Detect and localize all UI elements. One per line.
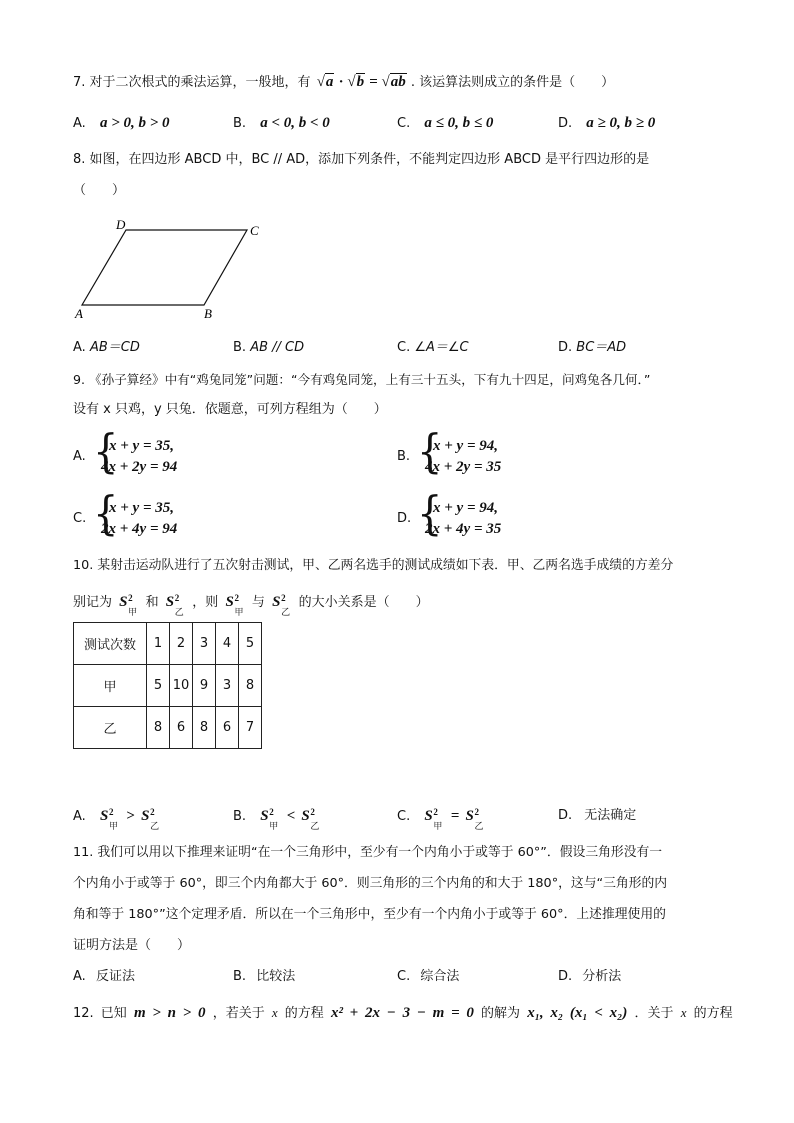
table-header-cell: 测试次数 [74, 623, 147, 665]
parallelogram-figure [70, 215, 280, 325]
table-cell: 8 [193, 707, 216, 749]
table-cell: 8 [239, 665, 262, 707]
table-cell: 6 [170, 707, 193, 749]
q7-option-c[interactable]: C. a ≤ 0, b ≤ 0 [397, 115, 494, 131]
variance-yi: S 2 乙 [165, 593, 184, 617]
table-header-row [74, 623, 262, 665]
variance-jia-2: S 2 甲 [225, 593, 244, 617]
q8-option-c[interactable]: C. ∠A＝∠C [397, 340, 469, 355]
q10-stem-line2: 别记为 S 2 甲 和 S 2 乙 ，则 S 2 甲 与 S 2 乙 的大小关系是（ ） [73, 593, 429, 617]
label-c: C [250, 223, 259, 238]
table-cell: 9 [193, 665, 216, 707]
table-cell: 3 [216, 665, 239, 707]
table-cell: 7 [239, 707, 262, 749]
table-header-cell: 1 [147, 623, 170, 665]
q10-option-a[interactable]: A. S 2 甲 > S 2 乙 [73, 807, 160, 831]
q8-stem: 8. 如图，在四边形 ABCD 中，BC // AD，添加下列条件，不能判定四边形 ABCD 是平行四边形的是 [73, 152, 650, 167]
q9-stem-line2: 设有 x 只鸡，y 只兔．依题意，可列方程组为（ ） [73, 402, 387, 417]
label-a: A [75, 306, 83, 321]
q7-option-a[interactable]: A. a > 0, b > 0 [73, 115, 170, 131]
table-cell: 10 [170, 665, 193, 707]
q11-stem-line3: 角和等于 180°”这个定理矛盾．所以在一个三角形中，至少有一个内角小于或等于 60°．上述推理使用的 [73, 907, 666, 922]
q10-option-d[interactable]: D. 无法确定 [558, 808, 637, 823]
label-d: D [116, 217, 126, 232]
q11-stem-line1: 11. 我们可以用以下推理来证明“在一个三角形中，至少有一个内角小于或等于 60°”．假设三角形没有一 [73, 845, 663, 860]
q8-option-a[interactable]: A. AB＝CD [73, 340, 140, 355]
exam-page: 7. 对于二次根式的乘法运算，一般地，有 √a · √b = √ab . 该运算法则成立的条件是（ ） A. a > 0, b > 0 B. a < 0, b < 0 C. a ≤ 0, b ≤ 0 D. a ≥ 0, b ≥ 0 8. 如图，在四边形 ABCD 中，BC // AD，添加下列条件，不能判定四边形 ABCD 是平行四边形的是 （ ） D C A B A. AB＝CD B. AB // CD C. ∠A＝∠C D. BC＝AD 9. 《孙子算经》中有“鸡兔同笼”问题：“今有鸡兔同笼，上有三十五头，下有九十四足，问鸡兔各几何．” 设有 x 只鸡，y 只兔．依题意，可列方程组为（ ） A. { x + y = 35, 4x + 2y = 94 B. { x + y = 94, 4x + 2y = 35 C. { x + y = 35, 2x + 4y = 94 D. { x + y = 94, 2x + 4y = 35 10. 某射击运动队进行了五次射击测试，甲、乙两名选手的测试成绩如下表．甲、乙两名选手成绩的方差分 别记为 S 2 甲 和 S 2 乙 ，则 S 2 甲 与 S 2 乙 的大小关系是（ ） 测试次数 1 2 3 4 5 甲 5 10 9 3 8 乙 8 6 8 6 7 A. S 2 甲 > S 2 乙 B. S 2 甲 < S 2 乙 C. S 2 甲 = S 2 乙 D. 无法确定 11. 我们可以用以下推理来证明“在一个三角形中，至少有一个内角小于或等于 60°”．假设三角形没有一 个内角小于或等于 60°，即三个内角都大于 60°．则三角形的三个内角的和大于 180°，这与“三角形的内 角和等于 180°”这个定理矛盾．所以在一个三角形中，至少有一个内角小于或等于 60°．上述推理使用的 证明方法是（ ） A. 反证法 B. 比较法 C. 综合法 D. 分析法 12. 已知 m > n > 0 ，若关于 x 的方程 x² + 2x − 3 − m = 0 的解为 x₁, x₂ (x₁ < x₂) ．关于 x 的方程 [0, 0, 794, 1123]
table-row-yi [74, 707, 262, 749]
q11-option-c[interactable]: C. 综合法 [397, 969, 460, 984]
variance-jia: S 2 甲 [119, 593, 138, 617]
q7-option-d[interactable]: D. a ≥ 0, b ≥ 0 [558, 115, 656, 131]
q7-stem [73, 72, 614, 93]
table-cell: 6 [216, 707, 239, 749]
q7-option-b[interactable]: B. a < 0, b < 0 [233, 115, 330, 131]
table-header-cell: 3 [193, 623, 216, 665]
table-header-cell: 5 [239, 623, 262, 665]
q12-stem: 12. 已知 m > n > 0 ，若关于 x 的方程 x² + 2x − 3 − m = 0 的解为 x₁, x₂ (x₁ < x₂) ．关于 x 的方程 [73, 1005, 733, 1021]
q11-option-a[interactable]: A. 反证法 [73, 969, 135, 984]
q9-stem-line1: 9. 《孙子算经》中有“鸡兔同笼”问题：“今有鸡兔同笼，上有三十五头，下有九十四足，问鸡兔各几何．” [73, 372, 651, 387]
q11-stem-line2: 个内角小于或等于 60°，即三个内角都大于 60°．则三角形的三个内角的和大于 180°，这与“三角形的内 [73, 876, 668, 891]
score-table [73, 622, 262, 749]
variance-yi-2: S 2 乙 [272, 593, 291, 617]
q7-text-b: . 该运算法则成立的条件是（ ） [410, 75, 615, 90]
label-b: B [204, 306, 212, 321]
q10-option-b[interactable]: B. S 2 甲 < S 2 乙 [233, 807, 320, 831]
q8-option-b[interactable]: B. AB // CD [233, 340, 305, 355]
q11-option-b[interactable]: B. 比较法 [233, 969, 296, 984]
q7-formula: √a · √b = √ab [316, 74, 406, 90]
table-header-cell: 4 [216, 623, 239, 665]
table-header-cell: 2 [170, 623, 193, 665]
q10-option-c[interactable]: C. S 2 甲 = S 2 乙 [397, 807, 484, 831]
table-row-jia [74, 665, 262, 707]
q10-stem-line1: 10. 某射击运动队进行了五次射击测试，甲、乙两名选手的测试成绩如下表．甲、乙两名选手成绩的方差分 [73, 558, 674, 573]
q8-option-d[interactable]: D. BC＝AD [558, 340, 627, 355]
q8-paren: （ ） [73, 183, 126, 198]
parallelogram-shape [82, 230, 247, 305]
table-cell: 甲 [74, 665, 147, 707]
q11-stem-line4: 证明方法是（ ） [73, 938, 191, 953]
table-cell: 8 [147, 707, 170, 749]
table-cell: 乙 [74, 707, 147, 749]
q7-text-a: 7. 对于二次根式的乘法运算，一般地，有 [73, 75, 311, 90]
table-cell: 5 [147, 665, 170, 707]
q11-option-d[interactable]: D. 分析法 [558, 969, 622, 984]
